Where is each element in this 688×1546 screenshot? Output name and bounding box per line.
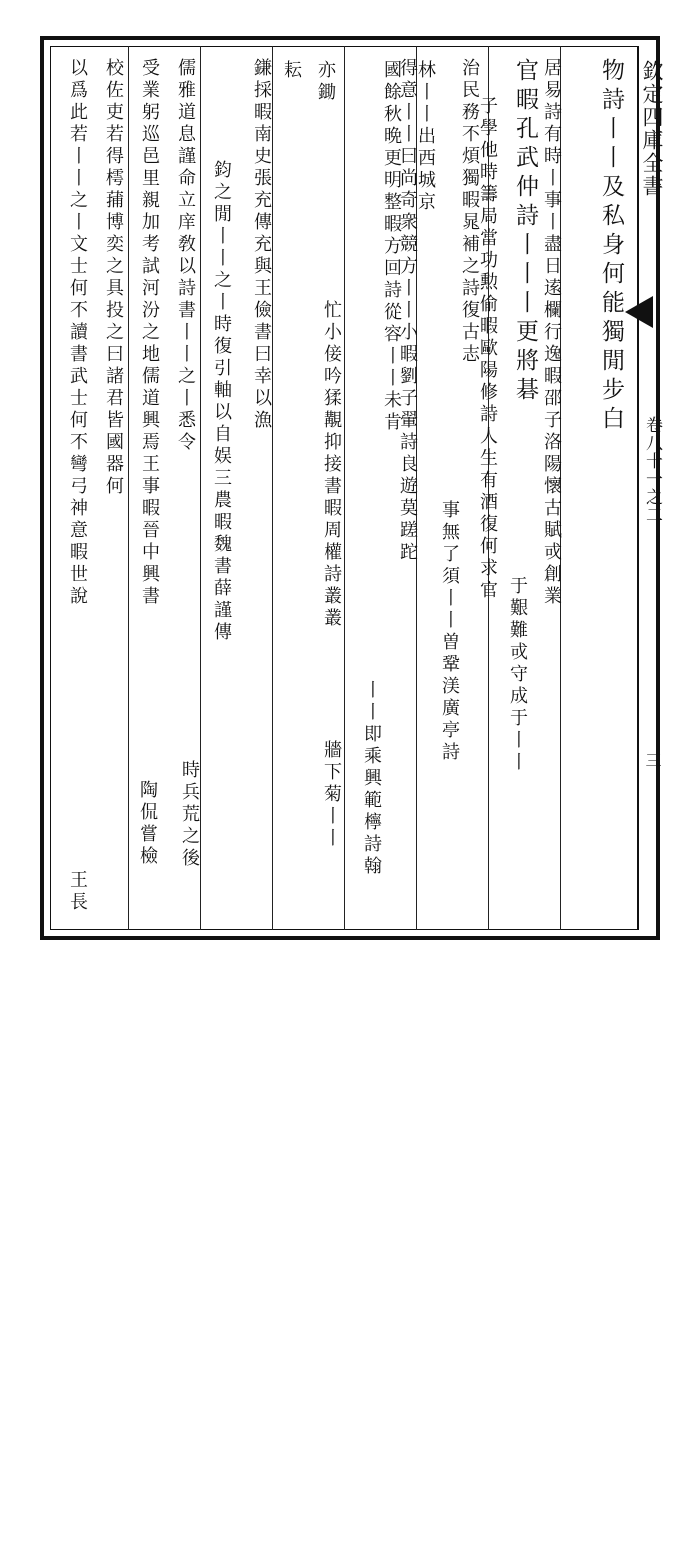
text-line: 物詩丨丨及私身何能獨閒步白 xyxy=(598,58,624,435)
margin-page-number: 三 xyxy=(643,752,662,768)
text-line: 忙小倿吟猱覯抑接書暇周權詩叢叢 xyxy=(321,300,342,630)
text-line: 居易詩有時丨事丨盡日逺欄行逸暇邵子洛陽懷古賦戓創業 xyxy=(541,58,562,608)
text-column-4b xyxy=(346,60,406,926)
text-line: 時兵荒之後 xyxy=(179,760,200,870)
text-line: 牆下菊丨丨 xyxy=(321,740,342,850)
text-line: 事無了須丨丨曽鞏渼廣亭詩 xyxy=(439,500,460,764)
text-column-8 xyxy=(92,58,128,924)
text-line: 治民務不煩獨暇晁補之詩復古志 xyxy=(459,58,480,366)
text-line: 耘 xyxy=(281,60,302,82)
text-line: 儒雅道息謹命立庠敎以詩書丨丨之丨悉令 xyxy=(175,58,196,454)
text-column-8c xyxy=(58,870,92,926)
text-line: 官暇孔武仲詩丨丨丨更將碁 xyxy=(512,58,538,406)
text-line: 于艱難戓守成于丨丨 xyxy=(507,576,528,774)
text-column-6 xyxy=(236,58,276,924)
text-line: 陶侃嘗檢 xyxy=(137,780,158,868)
text-line: 鎌採暇南史張充傳充與王儉書曰幸以漁 xyxy=(251,58,272,432)
text-column-1 xyxy=(566,58,626,924)
text-column-5 xyxy=(300,60,340,926)
text-column-6b xyxy=(202,160,236,1026)
text-line: 得意丨丨曰尚奇衆競方丨丨小暇劉子翬詩良遊莫蹉跎 xyxy=(397,58,418,564)
text-line: 以爲此若丨丨之丨文士何不讀書武士何不彎弓神意暇世說 xyxy=(67,58,88,608)
text-line: 丨丨即乘興範檸詩翰 xyxy=(361,680,382,878)
text-column-8b xyxy=(58,58,92,924)
margin-divider xyxy=(637,46,639,930)
margin-book-title: 欽定四庫全書 xyxy=(640,60,664,198)
margin-volume-label: 卷八十一之二 xyxy=(642,416,662,524)
text-line: 亦鋤 xyxy=(315,60,336,104)
text-column-2 xyxy=(500,58,560,924)
text-column-7 xyxy=(164,58,200,924)
text-column-7c xyxy=(128,780,162,920)
text-line: 子學他時籌局當功勲偷暇歐陽修詩人生有酒復何求官 xyxy=(477,96,498,602)
text-line: 王長 xyxy=(67,870,88,914)
text-line: 受業躬巡邑里親加考試河汾之地儒道興焉王事暇晉中興書 xyxy=(139,58,160,608)
text-line: 林丨丨出西城京 xyxy=(415,60,436,214)
text-line: 鈞之閒丨丨之丨時復引軸以自娱三農暇魏書薛謹傳 xyxy=(211,160,232,644)
fishtail-mark xyxy=(625,296,653,328)
text-line: 國餘秋晩更明整暇方回詩從容丨丨未肯 xyxy=(381,60,402,434)
text-column-5b xyxy=(276,60,306,926)
text-line: 校佐吏若得樗蒱博奕之具投之曰諸君皆國器何 xyxy=(103,58,124,498)
